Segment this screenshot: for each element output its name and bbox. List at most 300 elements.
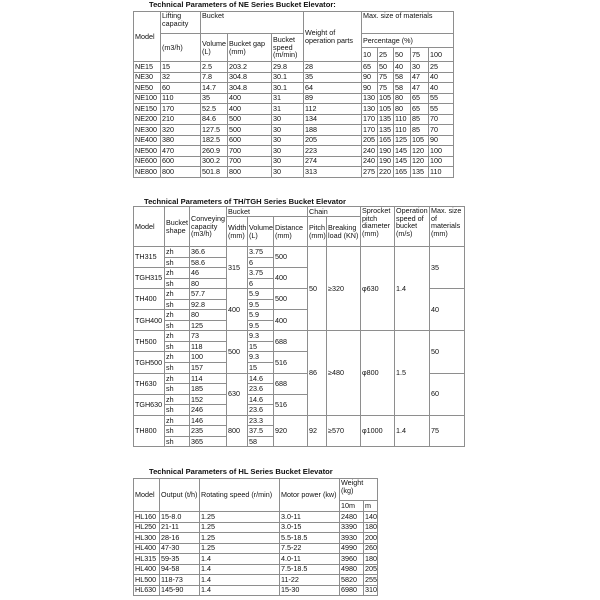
ne-cell-gap: 400 <box>228 93 272 104</box>
ne-cell-gap: 500 <box>228 114 272 125</box>
th-header-capacity: Conveying capacity (m3/h) <box>190 207 227 247</box>
th-cell-shape: zh <box>165 394 190 405</box>
th-cell-capacity: 58.6 <box>190 257 227 268</box>
th-header-operation-speed: Operation speed of bucket (m/s) <box>395 207 430 247</box>
ne-cell-gap: 800 <box>228 167 272 178</box>
hl-parameters-table <box>133 478 378 596</box>
ne-cell-p50: 125 <box>394 135 411 146</box>
ne-cell-volume: 300.2 <box>201 156 228 167</box>
ne-header-p25: 25 <box>378 48 394 62</box>
ne-cell-p10: 170 <box>362 125 378 136</box>
ne-cell-weight: 223 <box>304 146 362 157</box>
ne-cell-p50: 58 <box>394 72 411 83</box>
th-cell-pitch: 92 <box>308 415 327 447</box>
ne-cell-weight: 35 <box>304 72 362 83</box>
th-cell-capacity: 152 <box>190 394 227 405</box>
hl-cell-model: HL500 <box>134 575 160 586</box>
th-cell-model: TGH500 <box>134 352 165 373</box>
table-row <box>134 125 454 136</box>
ne-cell-p100: 90 <box>429 135 454 146</box>
hl-cell-model: HL315 <box>134 554 160 565</box>
hl-cell-rotating: 1.25 <box>200 533 280 544</box>
ne-cell-p75: 135 <box>411 167 429 178</box>
th-header-distance: Distance (mm) <box>274 217 308 247</box>
ne-cell-p10: 130 <box>362 93 378 104</box>
hl-cell-weight-m: 260 <box>365 543 377 553</box>
th-header-max-size: Max. size of materials (mm) <box>430 207 465 247</box>
ne-cell-gap: 500 <box>228 125 272 136</box>
ne-header-speed: Bucket speed (m/min) <box>272 34 304 62</box>
th-cell-capacity: 146 <box>190 415 227 426</box>
ne-cell-p50: 80 <box>394 104 411 115</box>
ne-cell-weight: 205 <box>304 135 362 146</box>
ne-cell-volume: 127.5 <box>201 125 228 136</box>
th-cell-capacity: 46 <box>190 268 227 279</box>
ne-cell-p75: 120 <box>411 146 429 157</box>
ne-cell-lifting: 600 <box>161 156 201 167</box>
hl-cell-weight-m: 180 <box>365 522 377 532</box>
th-cell-model: TGH630 <box>134 394 165 415</box>
th-cell-capacity: 80 <box>190 310 227 321</box>
ne-cell-lifting: 800 <box>161 167 201 178</box>
ne-cell-gap: 600 <box>228 135 272 146</box>
th-cell-pitch: 86 <box>308 331 327 415</box>
ne-cell-p50: 145 <box>394 146 411 157</box>
hl-cell-model: HL160 <box>134 512 160 523</box>
ne-cell-model: NE200 <box>134 114 161 125</box>
th-cell-distance: 400 <box>274 268 308 289</box>
th-header-pitch: Pitch (mm) <box>308 217 327 247</box>
th-cell-shape: sh <box>165 257 190 268</box>
th-cell-volume: 15 <box>248 363 274 374</box>
hl-cell-weight-10m: 5820 <box>340 575 364 586</box>
ne-cell-p50: 40 <box>394 62 411 73</box>
hl-cell-weight-10m: 4990 <box>340 543 364 554</box>
th-cell-capacity: 185 <box>190 384 227 395</box>
table-row <box>134 146 454 157</box>
ne-cell-gap: 203.2 <box>228 62 272 73</box>
hl-table-title: Technical Parameters of HL Series Bucket Elevator <box>149 467 333 476</box>
hl-cell-weight-10m: 3930 <box>340 533 364 544</box>
ne-cell-p25: 135 <box>378 125 394 136</box>
ne-cell-speed: 30 <box>272 135 304 146</box>
th-cell-capacity: 92.8 <box>190 299 227 310</box>
hl-cell-model: HL400 <box>134 564 160 575</box>
hl-cell-rotating: 1.4 <box>200 585 280 596</box>
th-cell-volume: 9.3 <box>248 331 274 342</box>
hl-table-body <box>134 512 378 596</box>
ne-cell-weight: 134 <box>304 114 362 125</box>
hl-cell-model: HL300 <box>134 533 160 544</box>
ne-cell-p25: 190 <box>378 146 394 157</box>
table-row <box>134 247 465 258</box>
hl-cell-motor: 4.0-11 <box>280 554 340 565</box>
hl-header-weight: Weight (kg) <box>340 479 378 501</box>
th-cell-max-size: 40 <box>430 289 465 331</box>
ne-header-volume: Volume (L) <box>201 34 228 62</box>
ne-cell-lifting: 60 <box>161 83 201 94</box>
th-cell-sprocket: φ1000 <box>361 415 395 447</box>
ne-table-body <box>134 62 454 178</box>
th-cell-model: TH400 <box>134 289 165 310</box>
ne-cell-lifting: 32 <box>161 72 201 83</box>
ne-cell-p100: 25 <box>429 62 454 73</box>
ne-cell-p100: 110 <box>429 167 454 178</box>
ne-header-p100: 100 <box>429 48 454 62</box>
ne-cell-volume: 7.8 <box>201 72 228 83</box>
ne-cell-volume: 84.6 <box>201 114 228 125</box>
th-cell-model: TH630 <box>134 373 165 394</box>
ne-cell-speed: 29.8 <box>272 62 304 73</box>
ne-cell-weight: 313 <box>304 167 362 178</box>
hl-cell-rotating: 1.25 <box>200 522 280 533</box>
hl-cell-weight-m: 140 <box>365 511 377 521</box>
ne-cell-p25: 135 <box>378 114 394 125</box>
th-cell-model: TH315 <box>134 247 165 268</box>
ne-cell-speed: 30 <box>272 125 304 136</box>
th-cell-capacity: 80 <box>190 278 227 289</box>
th-cell-width: 400 <box>227 289 248 331</box>
table-row <box>134 93 454 104</box>
th-cell-capacity: 100 <box>190 352 227 363</box>
hl-header-motor: Motor power (kw) <box>280 479 340 512</box>
ne-cell-volume: 35 <box>201 93 228 104</box>
ne-cell-p25: 75 <box>378 83 394 94</box>
ne-cell-model: NE400 <box>134 135 161 146</box>
th-cell-shape: zh <box>165 352 190 363</box>
ne-cell-p100: 40 <box>429 83 454 94</box>
hl-cell-model: HL400 <box>134 543 160 554</box>
ne-header-bucket: Bucket <box>201 12 304 34</box>
table-row <box>134 62 454 73</box>
ne-parameters-table <box>133 11 454 178</box>
table-row <box>134 554 378 565</box>
ne-cell-p10: 240 <box>362 156 378 167</box>
ne-cell-gap: 400 <box>228 104 272 115</box>
ne-cell-weight: 112 <box>304 104 362 115</box>
th-cell-volume: 6 <box>248 278 274 289</box>
th-header-width: Width (mm) <box>227 217 248 247</box>
ne-cell-p100: 70 <box>429 114 454 125</box>
ne-cell-volume: 52.5 <box>201 104 228 115</box>
th-cell-capacity: 73 <box>190 331 227 342</box>
th-cell-shape: sh <box>165 436 190 447</box>
hl-cell-model: HL250 <box>134 522 160 533</box>
hl-cell-model: HL630 <box>134 585 160 596</box>
hl-cell-weight-10m: 3960 <box>340 554 364 565</box>
th-cell-distance: 688 <box>274 373 308 394</box>
ne-cell-p25: 220 <box>378 167 394 178</box>
table-row <box>134 135 454 146</box>
th-cell-shape: zh <box>165 310 190 321</box>
th-cell-volume: 9.3 <box>248 352 274 363</box>
table-row <box>134 167 454 178</box>
ne-cell-speed: 30 <box>272 167 304 178</box>
ne-cell-volume: 2.5 <box>201 62 228 73</box>
th-header-bucket: Bucket <box>227 207 308 217</box>
hl-cell-motor: 7.5-22 <box>280 543 340 554</box>
ne-header-p10: 10 <box>362 48 378 62</box>
ne-cell-p50: 165 <box>394 167 411 178</box>
table-row <box>134 533 378 544</box>
ne-cell-speed: 30.1 <box>272 72 304 83</box>
th-cell-distance: 400 <box>274 310 308 331</box>
ne-header-gap: Bucket gap (mm) <box>228 34 272 62</box>
th-cell-breaking: ≥480 <box>327 331 361 415</box>
ne-cell-gap: 700 <box>228 146 272 157</box>
ne-header-p50: 50 <box>394 48 411 62</box>
table-row <box>134 72 454 83</box>
ne-cell-p75: 85 <box>411 125 429 136</box>
th-cell-capacity: 365 <box>190 436 227 447</box>
table-row <box>134 415 465 426</box>
ne-cell-model: NE600 <box>134 156 161 167</box>
ne-cell-model: NE15 <box>134 62 161 73</box>
hl-header-wm: m <box>364 501 378 512</box>
hl-cell-weight-m: 255 <box>365 574 377 584</box>
th-cell-shape: sh <box>165 278 190 289</box>
th-table-title: Technical Parameters of TH/TGH Series Bucket Elevator <box>144 197 347 206</box>
th-cell-capacity: 118 <box>190 341 227 352</box>
ne-cell-volume: 182.5 <box>201 135 228 146</box>
th-cell-shape: zh <box>165 247 190 258</box>
th-cell-shape: sh <box>165 405 190 416</box>
th-cell-width: 800 <box>227 415 248 447</box>
hl-cell-rotating: 1.4 <box>200 554 280 565</box>
th-cell-volume: 5.9 <box>248 289 274 300</box>
hl-cell-output: 145-90 <box>160 585 200 596</box>
table-row <box>134 83 454 94</box>
ne-cell-p25: 105 <box>378 104 394 115</box>
th-cell-volume: 3.75 <box>248 247 274 258</box>
th-cell-max-size: 50 <box>430 331 465 373</box>
ne-cell-p100: 100 <box>429 146 454 157</box>
ne-cell-p75: 47 <box>411 72 429 83</box>
ne-cell-p100: 55 <box>429 104 454 115</box>
ne-cell-p25: 105 <box>378 93 394 104</box>
ne-cell-p10: 170 <box>362 114 378 125</box>
th-cell-model: TH800 <box>134 415 165 447</box>
th-cell-shape: sh <box>165 320 190 331</box>
ne-cell-p10: 90 <box>362 83 378 94</box>
th-header-volume: Volume (L) <box>248 217 274 247</box>
th-cell-max-size: 35 <box>430 247 465 289</box>
hl-cell-motor: 7.5-18.5 <box>280 564 340 575</box>
ne-cell-lifting: 320 <box>161 125 201 136</box>
ne-header-p75: 75 <box>411 48 429 62</box>
ne-cell-p10: 205 <box>362 135 378 146</box>
hl-cell-weight-10m: 2480 <box>340 512 364 523</box>
ne-cell-p10: 90 <box>362 72 378 83</box>
th-cell-pitch: 50 <box>308 247 327 331</box>
ne-cell-lifting: 470 <box>161 146 201 157</box>
th-header-model: Model <box>134 207 165 247</box>
th-cell-sprocket: φ800 <box>361 331 395 415</box>
th-cell-distance: 688 <box>274 331 308 352</box>
th-cell-distance: 500 <box>274 247 308 268</box>
ne-cell-speed: 30.1 <box>272 83 304 94</box>
th-cell-capacity: 114 <box>190 373 227 384</box>
hl-cell-weight-10m: 3390 <box>340 522 364 533</box>
ne-cell-p10: 130 <box>362 104 378 115</box>
hl-cell-rotating: 1.25 <box>200 512 280 523</box>
hl-cell-motor: 5.5-18.5 <box>280 533 340 544</box>
ne-cell-weight: 64 <box>304 83 362 94</box>
ne-cell-p75: 85 <box>411 114 429 125</box>
ne-cell-p50: 145 <box>394 156 411 167</box>
th-cell-max-size: 60 <box>430 373 465 415</box>
hl-cell-weight-10m: 4980 <box>340 564 364 575</box>
th-cell-volume: 14.6 <box>248 373 274 384</box>
th-cell-sprocket: φ630 <box>361 247 395 331</box>
hl-cell-weight-m: 200 <box>365 532 377 542</box>
th-cell-shape: sh <box>165 426 190 437</box>
th-cell-max-size: 75 <box>430 415 465 447</box>
hl-cell-rotating: 1.4 <box>200 564 280 575</box>
th-cell-distance: 516 <box>274 352 308 373</box>
ne-cell-p75: 120 <box>411 156 429 167</box>
hl-cell-weight-10m: 6980 <box>340 585 364 596</box>
th-cell-shape: zh <box>165 289 190 300</box>
ne-cell-p100: 100 <box>429 156 454 167</box>
ne-cell-p50: 110 <box>394 125 411 136</box>
ne-cell-p75: 65 <box>411 104 429 115</box>
th-cell-width: 630 <box>227 373 248 415</box>
hl-cell-motor: 3.0-15 <box>280 522 340 533</box>
th-cell-capacity: 57.7 <box>190 289 227 300</box>
th-cell-distance: 920 <box>274 415 308 447</box>
ne-cell-p10: 275 <box>362 167 378 178</box>
ne-cell-weight: 89 <box>304 93 362 104</box>
hl-cell-motor: 15-30 <box>280 585 340 596</box>
ne-table-title: Technical Parameters of NE Series Bucket Elevator: <box>149 0 336 9</box>
ne-cell-model: NE150 <box>134 104 161 115</box>
table-row <box>134 522 378 533</box>
th-cell-volume: 3.75 <box>248 268 274 279</box>
hl-header-output: Output (t/h) <box>160 479 200 512</box>
ne-cell-p50: 58 <box>394 83 411 94</box>
th-cell-operation-speed: 1.4 <box>395 247 430 331</box>
th-parameters-table <box>133 206 465 447</box>
table-row <box>134 104 454 115</box>
ne-cell-p75: 65 <box>411 93 429 104</box>
ne-cell-model: NE30 <box>134 72 161 83</box>
ne-cell-gap: 700 <box>228 156 272 167</box>
th-cell-volume: 37.5 <box>248 426 274 437</box>
ne-cell-model: NE300 <box>134 125 161 136</box>
ne-header-percentage: Percentage (%) <box>362 34 454 48</box>
table-row <box>134 543 378 554</box>
th-cell-breaking: ≥320 <box>327 247 361 331</box>
ne-cell-p25: 75 <box>378 72 394 83</box>
ne-cell-lifting: 15 <box>161 62 201 73</box>
th-cell-operation-speed: 1.5 <box>395 331 430 415</box>
hl-cell-output: 21-11 <box>160 522 200 533</box>
th-cell-volume: 5.9 <box>248 310 274 321</box>
ne-cell-p25: 190 <box>378 156 394 167</box>
th-header-sprocket: Sprocket pitch diameter (mm) <box>361 207 395 247</box>
ne-cell-lifting: 380 <box>161 135 201 146</box>
hl-header-rotating: Rotating speed (r/min) <box>200 479 280 512</box>
table-row <box>134 331 465 342</box>
ne-header-weight: Weight of operation parts <box>304 12 362 62</box>
th-cell-shape: zh <box>165 268 190 279</box>
ne-cell-volume: 260.9 <box>201 146 228 157</box>
th-header-chain: Chain <box>308 207 361 217</box>
hl-cell-output: 15-8.0 <box>160 512 200 523</box>
ne-cell-p50: 80 <box>394 93 411 104</box>
ne-cell-p25: 165 <box>378 135 394 146</box>
ne-cell-p10: 240 <box>362 146 378 157</box>
ne-cell-lifting: 170 <box>161 104 201 115</box>
ne-cell-speed: 31 <box>272 93 304 104</box>
ne-cell-p100: 70 <box>429 125 454 136</box>
th-cell-volume: 15 <box>248 341 274 352</box>
hl-cell-weight-m: 205 <box>365 564 377 574</box>
ne-cell-weight: 188 <box>304 125 362 136</box>
hl-cell-output: 59-35 <box>160 554 200 565</box>
table-row <box>134 564 378 575</box>
th-cell-capacity: 246 <box>190 405 227 416</box>
ne-cell-p10: 65 <box>362 62 378 73</box>
ne-cell-model: NE50 <box>134 83 161 94</box>
ne-cell-lifting: 110 <box>161 93 201 104</box>
th-cell-volume: 9.5 <box>248 299 274 310</box>
ne-cell-weight: 28 <box>304 62 362 73</box>
ne-cell-model: NE100 <box>134 93 161 104</box>
th-cell-shape: sh <box>165 299 190 310</box>
th-cell-volume: 58 <box>248 436 274 447</box>
hl-cell-output: 94-58 <box>160 564 200 575</box>
th-cell-capacity: 157 <box>190 363 227 374</box>
th-cell-operation-speed: 1.4 <box>395 415 430 447</box>
table-row <box>134 114 454 125</box>
ne-cell-p75: 47 <box>411 83 429 94</box>
th-cell-shape: zh <box>165 331 190 342</box>
th-cell-volume: 23.3 <box>248 415 274 426</box>
th-cell-volume: 14.6 <box>248 394 274 405</box>
ne-header-max-size: Max. size of materials <box>362 12 454 34</box>
th-cell-model: TH500 <box>134 331 165 352</box>
table-row <box>134 512 378 523</box>
ne-cell-p50: 110 <box>394 114 411 125</box>
ne-cell-gap: 304.8 <box>228 72 272 83</box>
hl-cell-output: 118-73 <box>160 575 200 586</box>
ne-cell-p75: 105 <box>411 135 429 146</box>
th-cell-width: 315 <box>227 247 248 289</box>
th-table-body <box>134 247 465 447</box>
th-cell-capacity: 125 <box>190 320 227 331</box>
th-cell-volume: 6 <box>248 257 274 268</box>
ne-cell-weight: 274 <box>304 156 362 167</box>
hl-header-model: Model <box>134 479 160 512</box>
ne-cell-model: NE800 <box>134 167 161 178</box>
hl-cell-motor: 3.0-11 <box>280 512 340 523</box>
th-cell-volume: 9.5 <box>248 320 274 331</box>
hl-cell-output: 47-30 <box>160 543 200 554</box>
ne-cell-p75: 30 <box>411 62 429 73</box>
th-cell-breaking: ≥570 <box>327 415 361 447</box>
table-row <box>134 575 378 586</box>
th-cell-volume: 23.6 <box>248 384 274 395</box>
ne-cell-volume: 501.8 <box>201 167 228 178</box>
th-cell-model: TGH400 <box>134 310 165 331</box>
th-header-breaking: Breaking load (KN) <box>327 217 361 247</box>
ne-header-lifting: Lifting capacity <box>161 12 201 34</box>
hl-cell-weight-m: 180 <box>365 553 377 563</box>
th-cell-model: TGH315 <box>134 268 165 289</box>
th-cell-distance: 516 <box>274 394 308 415</box>
